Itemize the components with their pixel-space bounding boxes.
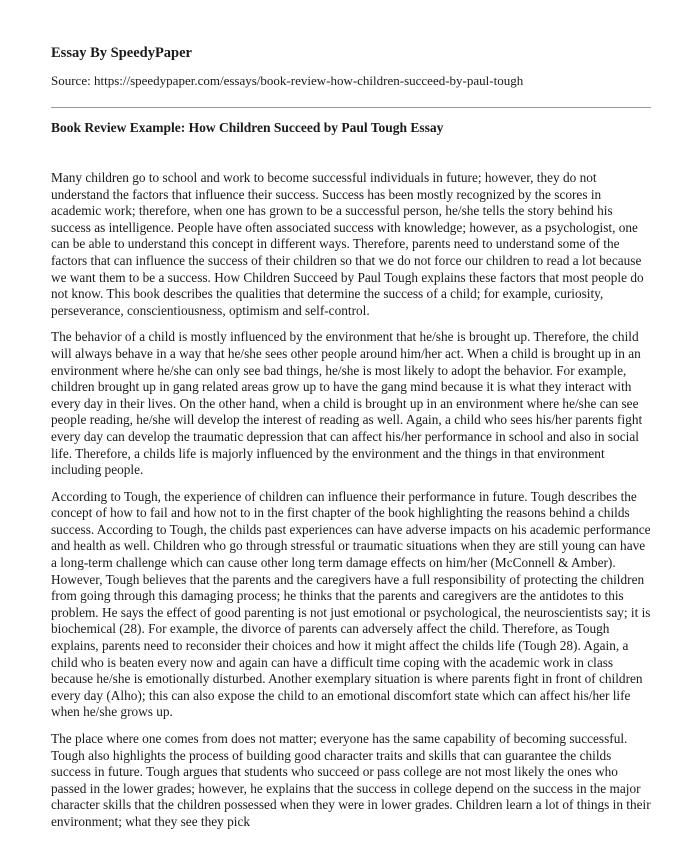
source-line — [51, 72, 523, 89]
source-url-link[interactable]: https://speedypaper.com/essays/book-review-how-children-succeed-by-paul-tough — [93, 73, 524, 88]
source-label: Source: — [51, 73, 94, 88]
paragraph-2: The behavior of a child is mostly influenced by the environment that he/she is brought up. Therefore, the child will always behave in a way that he/she sees other people around him/her act. When a child is brought up in an environment where he/she can only see bad things, he/she is most likely to adopt the behavior. For example, children brought up in gang related areas grow up to have the gang mind because it is what they interact with every day in their lives. On the other hand, when a child is brought up in an environment where he/she can see people reading, he/she will develop the interest of reading as well. Again, a child who sees his/her parents fight every day can develop the traumatic depression that can affect his/her performance in school and also in social life. Therefore, a childs life is majorly influenced by the environment and the things in that environment including people. — [51, 329, 643, 478]
site-header-title: Essay By SpeedyPaper — [51, 45, 192, 61]
paragraph-3: According to Tough, the experience of children can influence their performance in future. Tough describes the concept of how to fail and how not to in the first chapter of the book highlighting the reasons behind a childs success. According to Tough, the childs past experiences can have adverse impacts on his academic performance and health as well. Children who go through stressful or traumatic situations when they are still young can have a long-term challenge which can cause other long term damage effects on him/her (McConnell & Amber). However, Tough believes that the parents and the caregivers have a full responsibility of protecting the children from going through this damaging process; he thinks that the parents and caregivers are the antidotes to this problem. He says the effect of good parenting is not just emotional or psychological, the neuroscientists say; it is biochemical (28). For example, the divorce of parents can adversely affect the child. Therefore, as Tough explains, parents need to reconsider their choices and how it might affect the childs life (Tough 28). Again, a child who is beaten every now and again can have a difficult time coping with the academic work in class because he/she is emotionally disturbed. Another exemplary situation is where parents fight in front of children every day (Alho); this can also expose the child to an emotional discomfort state which can affect his/her life when he/she grows up. — [51, 488, 651, 720]
header-divider — [51, 107, 651, 108]
paragraph-1: Many children go to school and work to become successful individuals in future; however, they do not understand the factors that influence their success. Success has been mostly recognized by the scores in academic work; therefore, when one has grown to be a successful person, he/she tells the story behind his success as intelligence. People have often associated success with knowledge; however, as a psychologist, one can be able to understand this concept in different ways. Therefore, parents need to understand some of the factors that can influence the success of their children so that we do not force our children to read a lot because we want them to be a success. How Children Succeed by Paul Tough explains these factors that most people do not know. This book describes the qualities that determine the success of a child; for example, curiosity, perseverance, conscientiousness, optimism and self-control. — [51, 170, 644, 318]
essay-body — [51, 170, 653, 841]
document-title: Book Review Example: How Children Succeed by Paul Tough Essay — [51, 120, 444, 135]
paragraph-4: The place where one comes from does not matter; everyone has the same capability of becoming successful. Tough also highlights the process of building good character traits and skills that can guarantee the childs success in future. Tough argues that students who succeed or pass college are not most likely the ones who passed in the lower grades; however, he explains that the success in college depend on the success in the major character skills that the children possessed when they were in lower grades. Children learn a lot of things in their environment; what they see they pick — [51, 731, 651, 829]
